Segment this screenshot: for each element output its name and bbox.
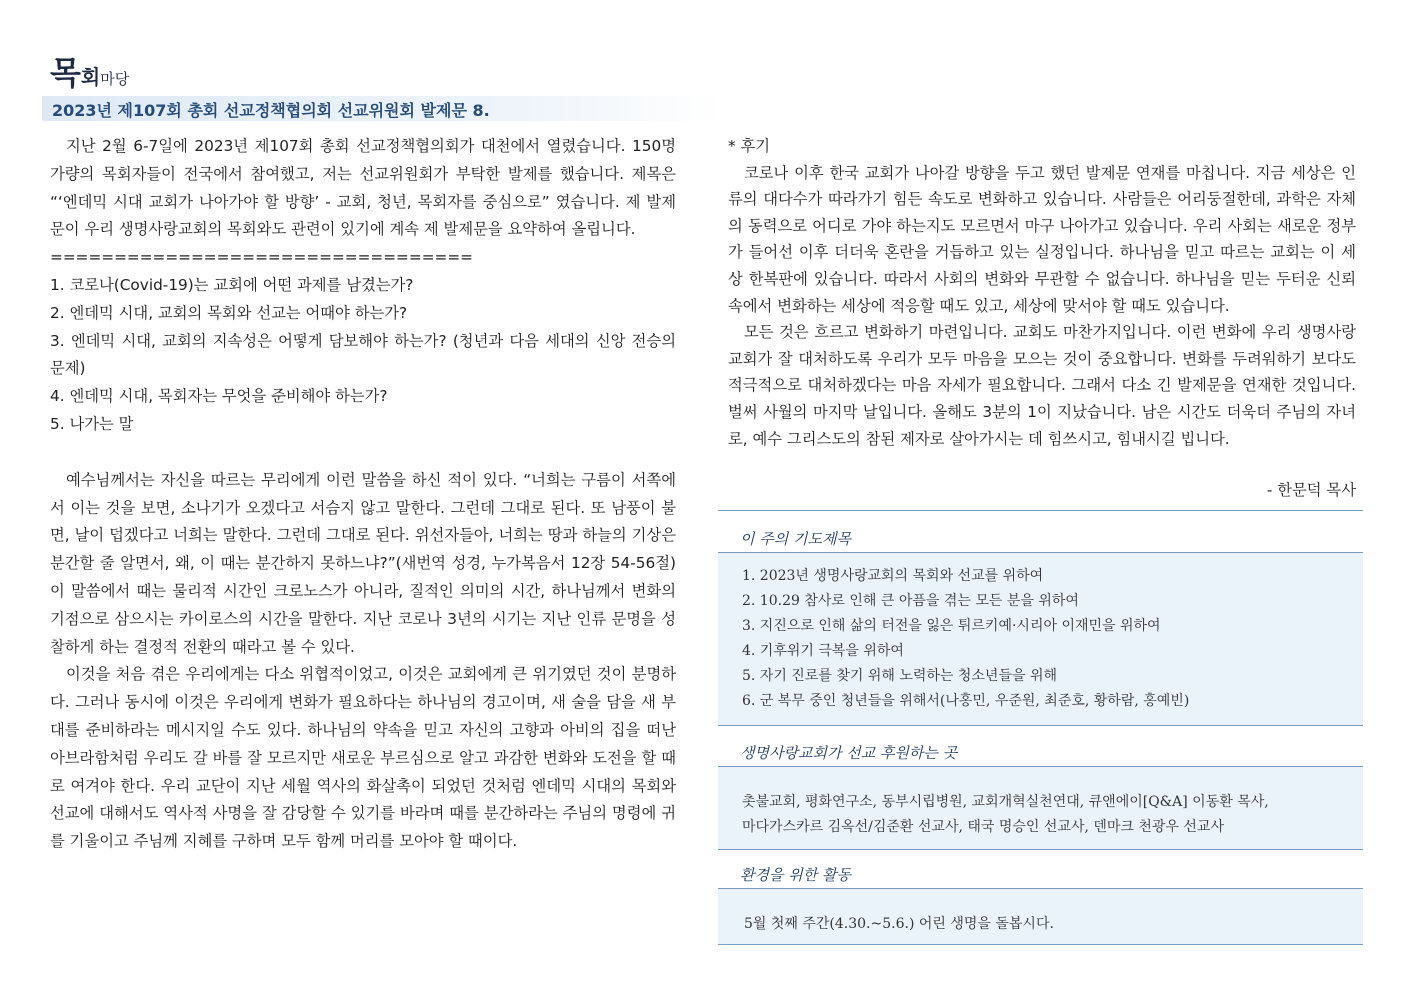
right-column xyxy=(728,133,1356,452)
divider-line: ================================= xyxy=(50,248,473,267)
prayer-item: 2. 10.29 참사로 인해 큰 아픔을 겪는 모든 분을 위하여 xyxy=(742,593,1079,609)
support-line: 마다가스카르 김옥선/김준환 선교사, 태국 명승인 선교사, 덴마크 천광우 선교사 xyxy=(742,819,1224,835)
prayer-item: 4. 기후위기 극복을 위하여 xyxy=(742,643,904,659)
title-band xyxy=(42,96,722,121)
support-line: 촛불교회, 평화연구소, 동부시립병원, 교회개혁실천연대, 큐앤에이[Q&A] 이동환 목사, xyxy=(742,794,1269,810)
logo-small-text: 마당 xyxy=(100,70,130,88)
divider-rule xyxy=(718,510,1363,511)
environment-heading-row xyxy=(718,864,1363,888)
logo-big-char: 목 xyxy=(50,54,81,92)
afterword-paragraph-1: 코로나 이후 한국 교회가 나아갈 방향을 두고 했던 발제문 연재를 마칩니다. 지금 세상은 인류의 대다수가 따라가기 힘든 속도로 변화하고 있습니다. 사람들은 어리둥절한데, 과학은 자체의 동력으로 어디로 가야 하는지도 모르면서 마구 나아가고 있습니다. 우리 사회는 새로운 정부가 들어선 이후 더더욱 혼란을 거듭하고 있는 실정입니다. 하나님을 믿고 따르는 교회는 이 세상 한복판에 있습니다. 따라서 사회의 변화와 무관할 수 없습니다. 하나님을 믿는 두터운 신뢰 속에서 변화하는 세상에 적응할 때도 있고, 세상에 맞서야 할 때도 있습니다. xyxy=(728,163,1356,315)
outline-item: 5. 나가는 말 xyxy=(50,414,134,433)
signature: - 한문덕 목사 xyxy=(1266,481,1356,499)
prayer-box xyxy=(718,552,1363,726)
prayer-heading-row xyxy=(718,528,1363,552)
afterword-paragraph-2: 모든 것은 흐르고 변화하기 마련입니다. 교회도 마찬가지입니다. 이런 변화에 우리 생명사랑교회가 잘 대처하도록 우리가 모두 마음을 모으는 것이 중요합니다. 변화를 두려워하기 보다도 적극적으로 대처하겠다는 마음 자세가 필요합니다. 그래서 다소 긴 발제문을 연재한 것입니다. 벌써 사월의 마지막 날입니다. 올해도 3분의 1이 지났습니다. 남은 시간도 더욱더 주님의 자녀로, 예수 그리스도의 참된 제자로 살아가시는 데 힘쓰시고, 힘내시길 빕니다. xyxy=(728,323,1356,448)
environment-heading: 환경을 위한 활동 xyxy=(740,866,851,884)
logo-mid-char: 회 xyxy=(80,65,101,89)
environment-text: 5월 첫째 주간(4.30.~5.6.) 어린 생명을 돌봅시다. xyxy=(744,916,1054,932)
prayer-item: 1. 2023년 생명사랑교회의 목회와 선교를 위하여 xyxy=(742,568,1044,584)
outline-item: 4. 엔데믹 시대, 목회자는 무엇을 준비해야 하는가? xyxy=(50,387,388,406)
page-title: 2023년 제107회 총회 선교정책협의회 선교위원회 발제문 8. xyxy=(52,101,490,120)
outline-item: 3. 엔데믹 시대, 교회의 지속성은 어떻게 담보해야 하는가? (청년과 다음 세대의 신앙 전승의 문제) xyxy=(50,331,676,378)
intro-paragraph: 지난 2월 6-7일에 2023년 제107회 총회 선교정책협의회가 대천에서 열렸습니다. 150명 가량의 목회자들이 전국에서 참여했고, 저는 선교위원회가 부탁한 발제를 했습니다. 제목은 “‘엔데믹 시대 교회가 나아가야 할 방향’ - 교회, 청년, 목회자를 중심으로” 였습니다. 제 발제문이 우리 생명사랑교회의 목회와도 관련이 있기에 계속 제 발제문을 요약하여 올립니다. xyxy=(50,137,676,239)
prayer-item: 3. 지진으로 인해 삶의 터전을 잃은 튀르키예·시리아 이재민을 위하여 xyxy=(742,618,1161,634)
support-heading-row xyxy=(718,742,1363,766)
body-paragraph-1: 예수님께서는 자신을 따르는 무리에게 이런 말씀을 하신 적이 있다. “너희는 구름이 서쪽에서 이는 것을 보면, 소나기가 오겠다고 서슴지 않고 말한다. 그런데 그대로 된다. 또 남풍이 불면, 날이 덥겠다고 너희는 말한다. 그런데 그대로 된다. 위선자들아, 너희는 땅과 하늘의 기상은 분간할 줄 알면서, 왜, 이 때는 분간하지 못하느냐?”(새번역 성경, 누가복음서 12장 54-56절) 이 말씀에서 때는 물리적 시간인 크로노스가 아니라, 질적인 의미의 시간, 하나님께서 변화의 기점으로 삼으시는 카이로스의 시간을 말한다. 지난 코로나 3년의 시기는 지난 인류 문명을 성찰하게 하는 결정적 전환의 때라고 볼 수 있다. xyxy=(50,470,676,656)
outline-item: 1. 코로나(Covid-19)는 교회에 어떤 과제를 남겼는가? xyxy=(50,275,414,294)
left-column xyxy=(50,133,676,856)
section-logo xyxy=(50,48,129,94)
support-heading: 생명사랑교회가 선교 후원하는 곳 xyxy=(740,744,958,762)
environment-box xyxy=(718,888,1363,945)
spacer xyxy=(50,439,676,467)
outline-item: 2. 엔데믹 시대, 교회의 목회와 선교는 어때야 하는가? xyxy=(50,303,408,322)
support-box xyxy=(718,766,1363,850)
prayer-item: 5. 자기 진로를 찾기 위해 노력하는 청소년들을 위해 xyxy=(742,668,1057,684)
prayer-heading: 이 주의 기도제목 xyxy=(740,530,851,548)
prayer-item: 6. 군 복무 중인 청년들을 위해서(나홍민, 우준원, 최준호, 황하람, 홍예빈) xyxy=(742,693,1190,709)
body-paragraph-2: 이것을 처음 겪은 우리에게는 다소 위협적이었고, 이것은 교회에게 큰 위기였던 것이 분명하다. 그러나 동시에 이것은 우리에게 변화가 필요하다는 하나님의 경고이며, 새 술을 담을 새 부대를 준비하라는 메시지일 수도 있다. 하나님의 약속을 믿고 자신의 고향과 아비의 집을 떠난 아브라함처럼 우리도 갈 바를 잘 모르지만 새로운 부르심으로 알고 과감한 변화와 도전을 할 때로 여겨야 한다. 우리 교단이 지난 세월 역사의 화살촉이 되었던 것처럼 엔데믹 시대의 목회와 선교에 대해서도 역사적 사명을 잘 감당할 수 있기를 바라며 때를 분간하라는 주님의 명령에 귀를 기울이고 주님께 지혜를 구하며 모두 함께 머리를 모아야 할 때이다. xyxy=(50,665,676,851)
afterword-label: * 후기 xyxy=(728,137,771,155)
